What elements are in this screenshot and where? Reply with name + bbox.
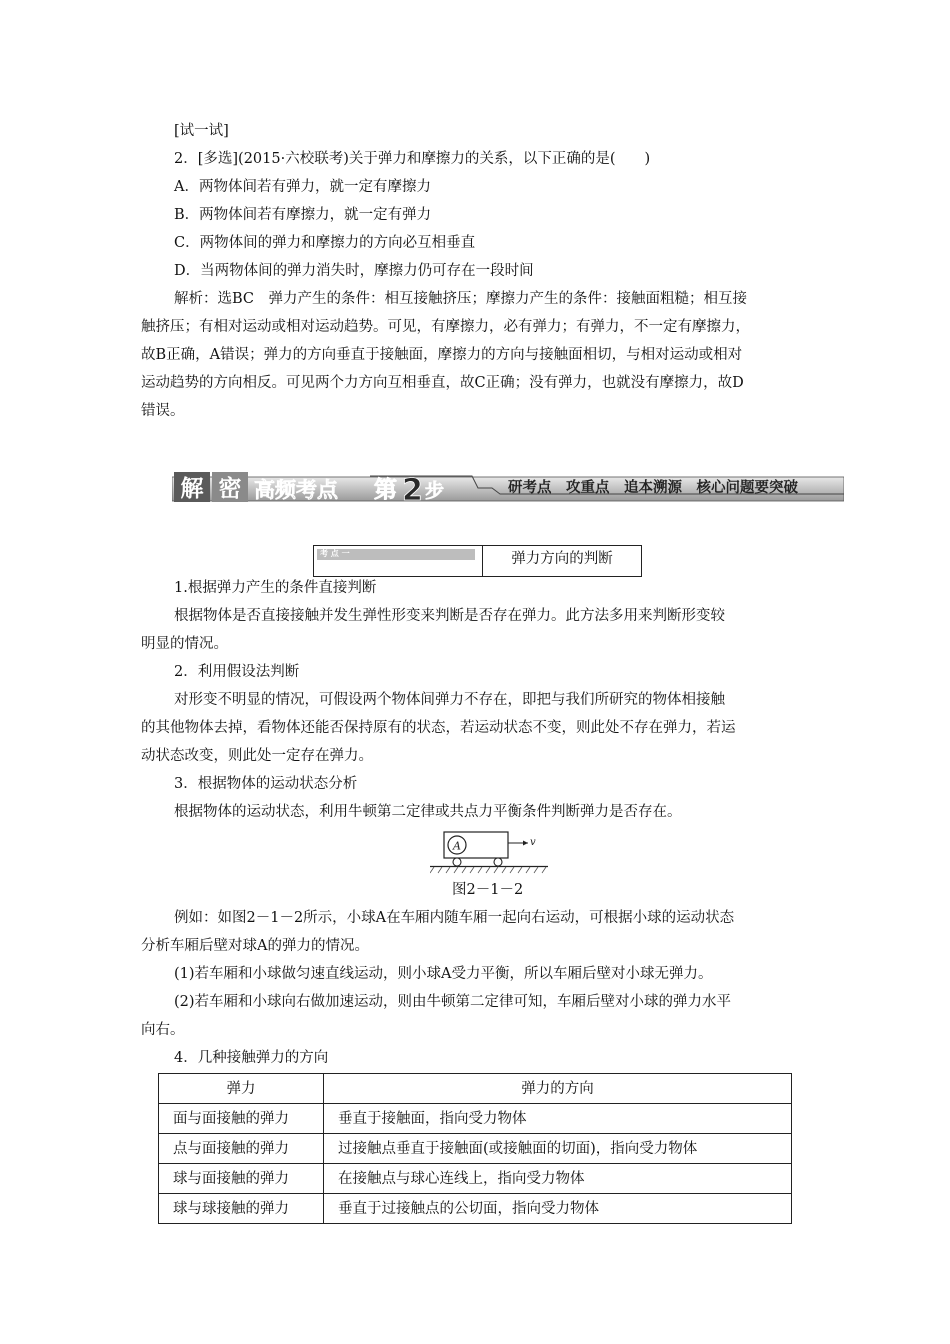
example-case-1: (1)若车厢和小球做匀速直线运动，则小球A受力平衡，所以车厢后壁对小球无弹力。 bbox=[174, 966, 713, 982]
table-cell: 点与面接触的弹力 bbox=[159, 1134, 324, 1164]
table-cell: 在接触点与球心连线上，指向受力物体 bbox=[324, 1164, 792, 1194]
table-row bbox=[159, 1104, 792, 1134]
banner-mi: 密 bbox=[218, 476, 242, 502]
velocity-label: v bbox=[530, 837, 536, 848]
analysis-line: 错误。 bbox=[141, 403, 185, 419]
carriage-figure bbox=[430, 830, 550, 874]
question-stem: 2．[多选](2015·六校联考)关于弹力和摩擦力的关系，以下正确的是( ) bbox=[174, 151, 651, 167]
option-a: A．两物体间若有弹力，就一定有摩擦力 bbox=[174, 179, 431, 195]
table-cell: 垂直于接触面，指向受力物体 bbox=[324, 1104, 792, 1134]
table-row bbox=[159, 1194, 792, 1224]
table-row bbox=[159, 1134, 792, 1164]
banner-step-number: 2 bbox=[402, 473, 423, 504]
banner-bu: 步 bbox=[425, 480, 445, 502]
section-1-title: 1.根据弹力产生的条件直接判断 bbox=[174, 580, 377, 596]
banner-slogan: 研考点 攻重点 追本溯源 核心问题要突破 bbox=[508, 479, 798, 496]
kaodian-tag-cell bbox=[314, 546, 483, 576]
section-3-body: 根据物体的运动状态，利用牛顿第二定律或共点力平衡条件判断弹力是否存在。 bbox=[174, 804, 682, 820]
option-b: B．两物体间若有摩擦力，就一定有弹力 bbox=[174, 207, 432, 223]
trial-heading: [试一试] bbox=[174, 123, 229, 139]
table-header: 弹力 bbox=[159, 1074, 324, 1104]
table-row bbox=[159, 1164, 792, 1194]
ball-a-label: A bbox=[453, 839, 461, 853]
example-case-2: (2)若车厢和小球向右做加速运动，则由牛顿第二定律可知，车厢后壁对小球的弹力水平 bbox=[174, 994, 732, 1010]
section-2-body: 对形变不明显的情况，可假设两个物体间弹力不存在，即把与我们所研究的物体相接触 bbox=[174, 692, 725, 708]
wheel bbox=[453, 858, 461, 866]
section-1-body: 根据物体是否直接接触并发生弹性形变来判断是否存在弹力。此方法多用来判断形变较 bbox=[174, 608, 725, 624]
kaodian-title: 弹力方向的判断 bbox=[511, 551, 613, 567]
option-d: D．当两物体间的弹力消失时，摩擦力仍可存在一段时间 bbox=[174, 263, 534, 279]
table-cell: 过接触点垂直于接触面(或接触面的切面)，指向受力物体 bbox=[324, 1134, 792, 1164]
section-2-body: 的其他物体去掉，看物体还能否保持原有的状态，若运动状态不变，则此处不存在弹力，若运 bbox=[141, 720, 736, 736]
figure-caption: 图2－1－2 bbox=[452, 882, 524, 898]
wheel bbox=[494, 858, 502, 866]
analysis-line: 故B正确，A错误；弹力的方向垂直于接触面，摩擦力的方向与接触面相切，与相对运动或相对 bbox=[141, 347, 743, 363]
example-line: 向右。 bbox=[141, 1022, 185, 1038]
section-2-body: 动状态改变，则此处一定存在弹力。 bbox=[141, 748, 373, 764]
section-3-title: 3．根据物体的运动状态分析 bbox=[174, 776, 358, 792]
kaodian-tag bbox=[317, 549, 475, 560]
table-cell: 球与球接触的弹力 bbox=[159, 1194, 324, 1224]
velocity-arrowhead bbox=[523, 841, 528, 846]
analysis-line: 触挤压；有相对运动或相对运动趋势。可见，有摩擦力，必有弹力；有弹力，不一定有摩擦力， bbox=[141, 319, 750, 335]
section-2-title: 2．利用假设法判断 bbox=[174, 664, 300, 680]
section-1-body: 明显的情况。 bbox=[141, 636, 228, 652]
banner-title: 高频考点 bbox=[254, 478, 338, 502]
example-line: 分析车厢后壁对球A的弹力的情况。 bbox=[141, 938, 369, 954]
banner-jie: 解 bbox=[180, 476, 204, 502]
banner-di: 第 bbox=[374, 477, 397, 503]
table-cell: 垂直于过接触点的公切面，指向受力物体 bbox=[324, 1194, 792, 1224]
table-header: 弹力的方向 bbox=[324, 1074, 792, 1104]
section-4-title: 4．几种接触弹力的方向 bbox=[174, 1050, 329, 1066]
table-cell: 球与面接触的弹力 bbox=[159, 1164, 324, 1194]
option-c: C．两物体间的弹力和摩擦力的方向必互相垂直 bbox=[174, 235, 476, 251]
table-header-row bbox=[159, 1074, 792, 1104]
example-line: 例如：如图2－1－2所示，小球A在车厢内随车厢一起向右运动，可根据小球的运动状态 bbox=[174, 910, 735, 926]
section-banner bbox=[172, 470, 844, 504]
kaodian-tag-label: 考 点 一 bbox=[320, 549, 350, 558]
table-cell: 面与面接触的弹力 bbox=[159, 1104, 324, 1134]
analysis-line: 解析：选BC 弹力产生的条件：相互接触挤压；摩擦力产生的条件：接触面粗糙；相互接 bbox=[174, 291, 748, 307]
elastic-force-table bbox=[158, 1073, 792, 1224]
kaodian-box bbox=[313, 545, 642, 577]
ground-hatching bbox=[430, 867, 546, 873]
analysis-line: 运动趋势的方向相反。可见两个力方向互相垂直，故C正确；没有弹力，也就没有摩擦力，故D bbox=[141, 375, 744, 391]
